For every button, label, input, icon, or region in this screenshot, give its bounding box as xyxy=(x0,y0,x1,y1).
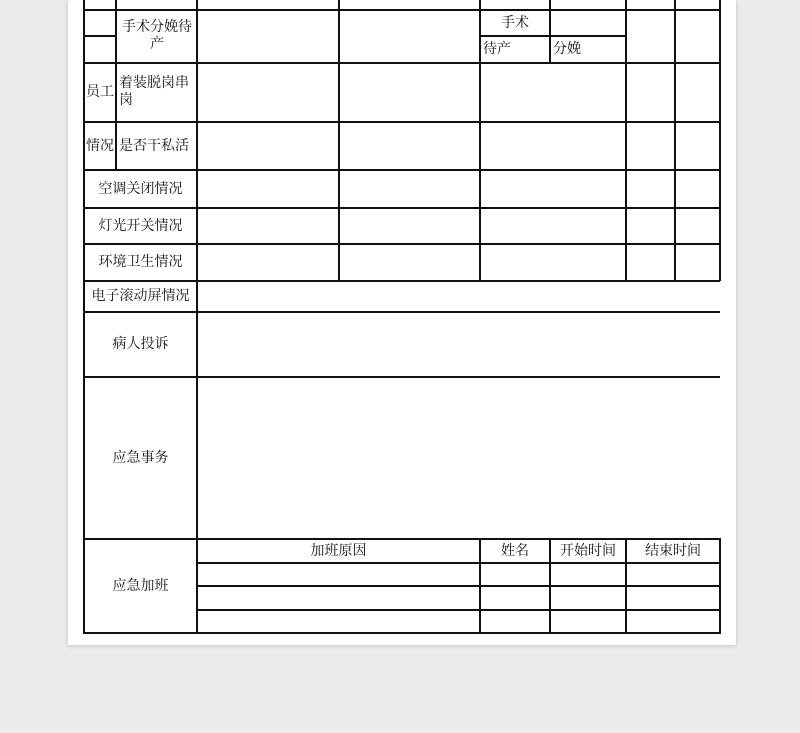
emergency-affairs-label: 应急事务 xyxy=(112,449,169,466)
staff-group-label: 员工 xyxy=(86,84,114,100)
dress-absence-label: 着装脱岗串岗 xyxy=(119,75,189,108)
overtime-end-header: 结束时间 xyxy=(645,542,701,559)
overtime-reason-header: 加班原因 xyxy=(310,542,367,559)
hygiene-status-label: 环境卫生情况 xyxy=(98,254,183,270)
private-work-label: 是否干私活 xyxy=(119,137,189,154)
surgery-sublabel: 手术 xyxy=(501,14,529,31)
ac-status-label: 空调关闭情况 xyxy=(98,180,183,197)
complaint-label: 病人投诉 xyxy=(112,336,169,352)
status-group-label: 情况 xyxy=(86,137,114,154)
emergency-overtime-label: 应急加班 xyxy=(112,577,169,594)
overtime-start-header: 开始时间 xyxy=(560,542,616,559)
screen-status-label: 电子滚动屏情况 xyxy=(91,288,190,304)
waiting-sublabel: 待产 xyxy=(483,41,511,57)
overtime-name-header: 姓名 xyxy=(501,542,529,559)
light-status-label: 灯光开关情况 xyxy=(98,217,183,234)
delivery-sublabel: 分娩 xyxy=(553,41,581,57)
surgery-delivery-label: 手术分娩待产 xyxy=(122,19,192,52)
